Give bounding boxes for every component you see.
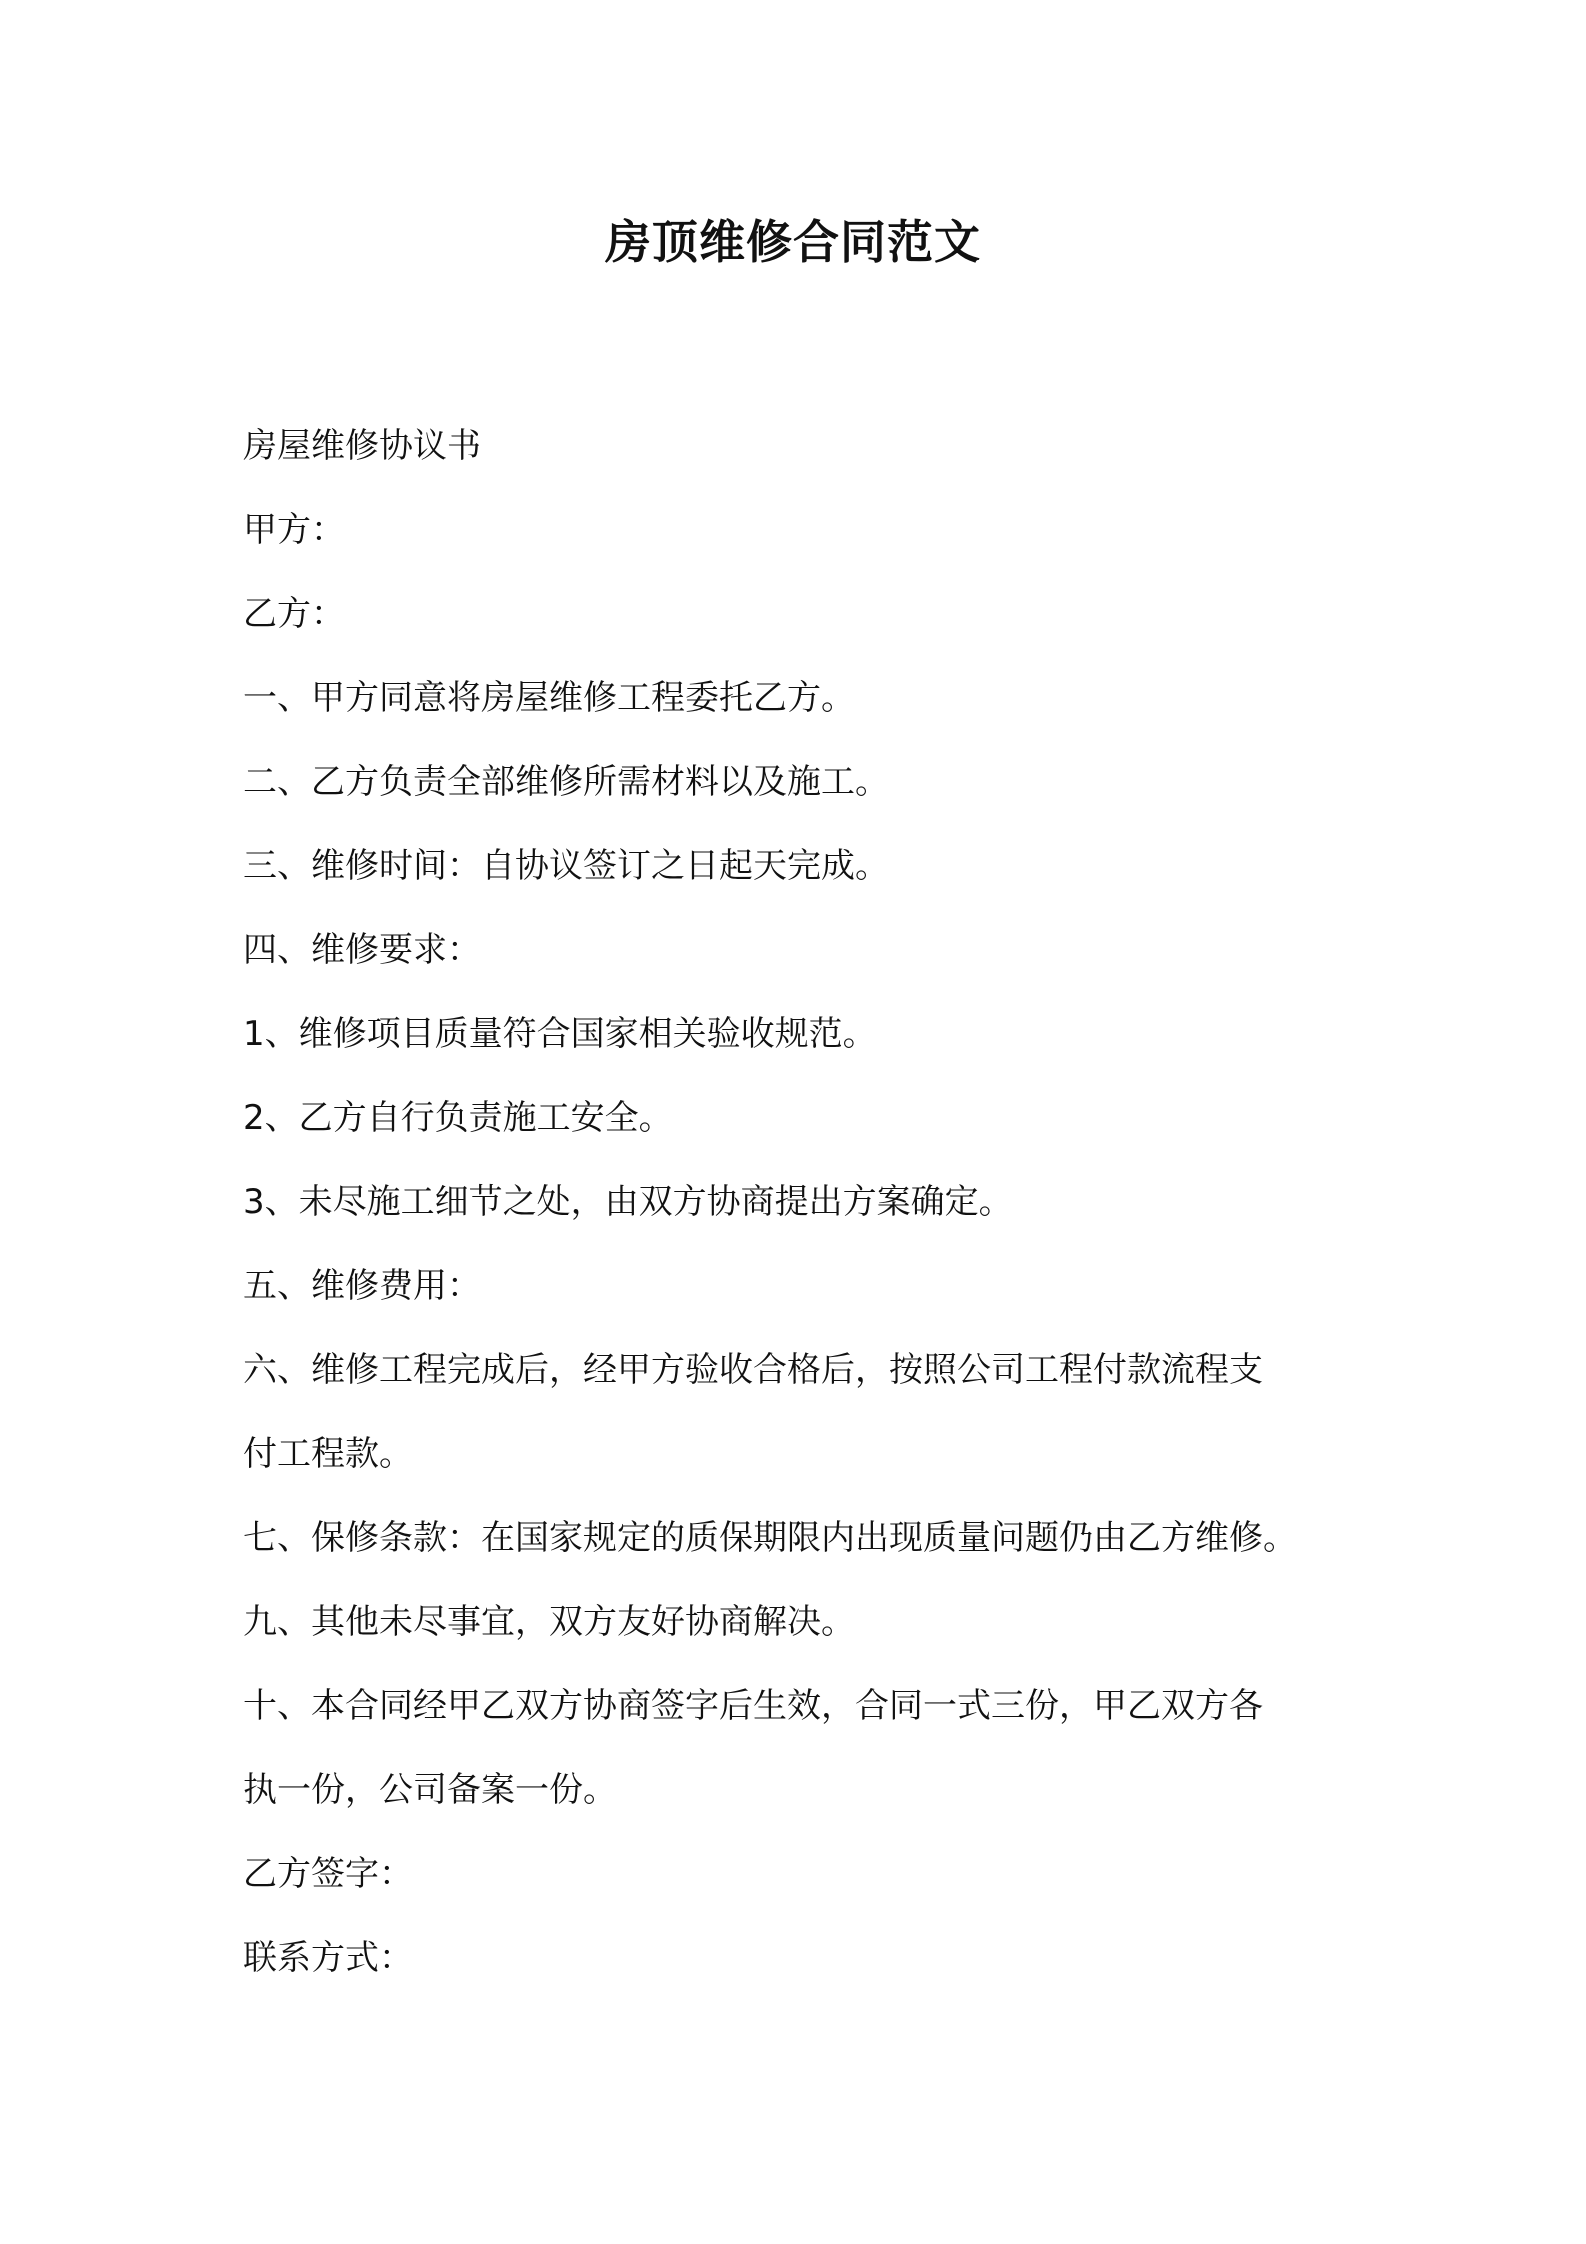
clause-1: 一、甲方同意将房屋维修工程委托乙方。 bbox=[243, 678, 855, 718]
agreement-heading: 房屋维修协议书 bbox=[243, 426, 481, 466]
document-title: 房顶维修合同范文 bbox=[605, 215, 981, 269]
clause-9: 九、其他未尽事宜，双方友好协商解决。 bbox=[243, 1602, 855, 1642]
clause-6-continued: 付工程款。 bbox=[243, 1434, 413, 1474]
clause-6: 六、维修工程完成后，经甲方验收合格后，按照公司工程付款流程支 bbox=[243, 1350, 1263, 1390]
clause-7: 七、保修条款：在国家规定的质保期限内出现质量问题仍由乙方维修。 bbox=[243, 1518, 1297, 1558]
party-b-signature-label: 乙方签字： bbox=[243, 1854, 413, 1894]
clause-4: 四、维修要求： bbox=[243, 930, 481, 970]
clause-10-continued: 执一份，公司备案一份。 bbox=[243, 1770, 617, 1810]
requirement-1: 1、维修项目质量符合国家相关验收规范。 bbox=[243, 1014, 877, 1054]
clause-2: 二、乙方负责全部维修所需材料以及施工。 bbox=[243, 762, 889, 802]
requirement-2: 2、乙方自行负责施工安全。 bbox=[243, 1098, 673, 1138]
party-a-label: 甲方： bbox=[243, 510, 345, 550]
clause-10: 十、本合同经甲乙双方协商签字后生效，合同一式三份，甲乙双方各 bbox=[243, 1686, 1263, 1726]
requirement-3: 3、未尽施工细节之处，由双方协商提出方案确定。 bbox=[243, 1182, 1013, 1222]
document-body bbox=[243, 404, 1363, 2000]
contact-label: 联系方式： bbox=[243, 1938, 413, 1978]
party-b-label: 乙方： bbox=[243, 594, 345, 634]
clause-5: 五、维修费用： bbox=[243, 1266, 481, 1306]
clause-3: 三、维修时间：自协议签订之日起天完成。 bbox=[243, 846, 889, 886]
